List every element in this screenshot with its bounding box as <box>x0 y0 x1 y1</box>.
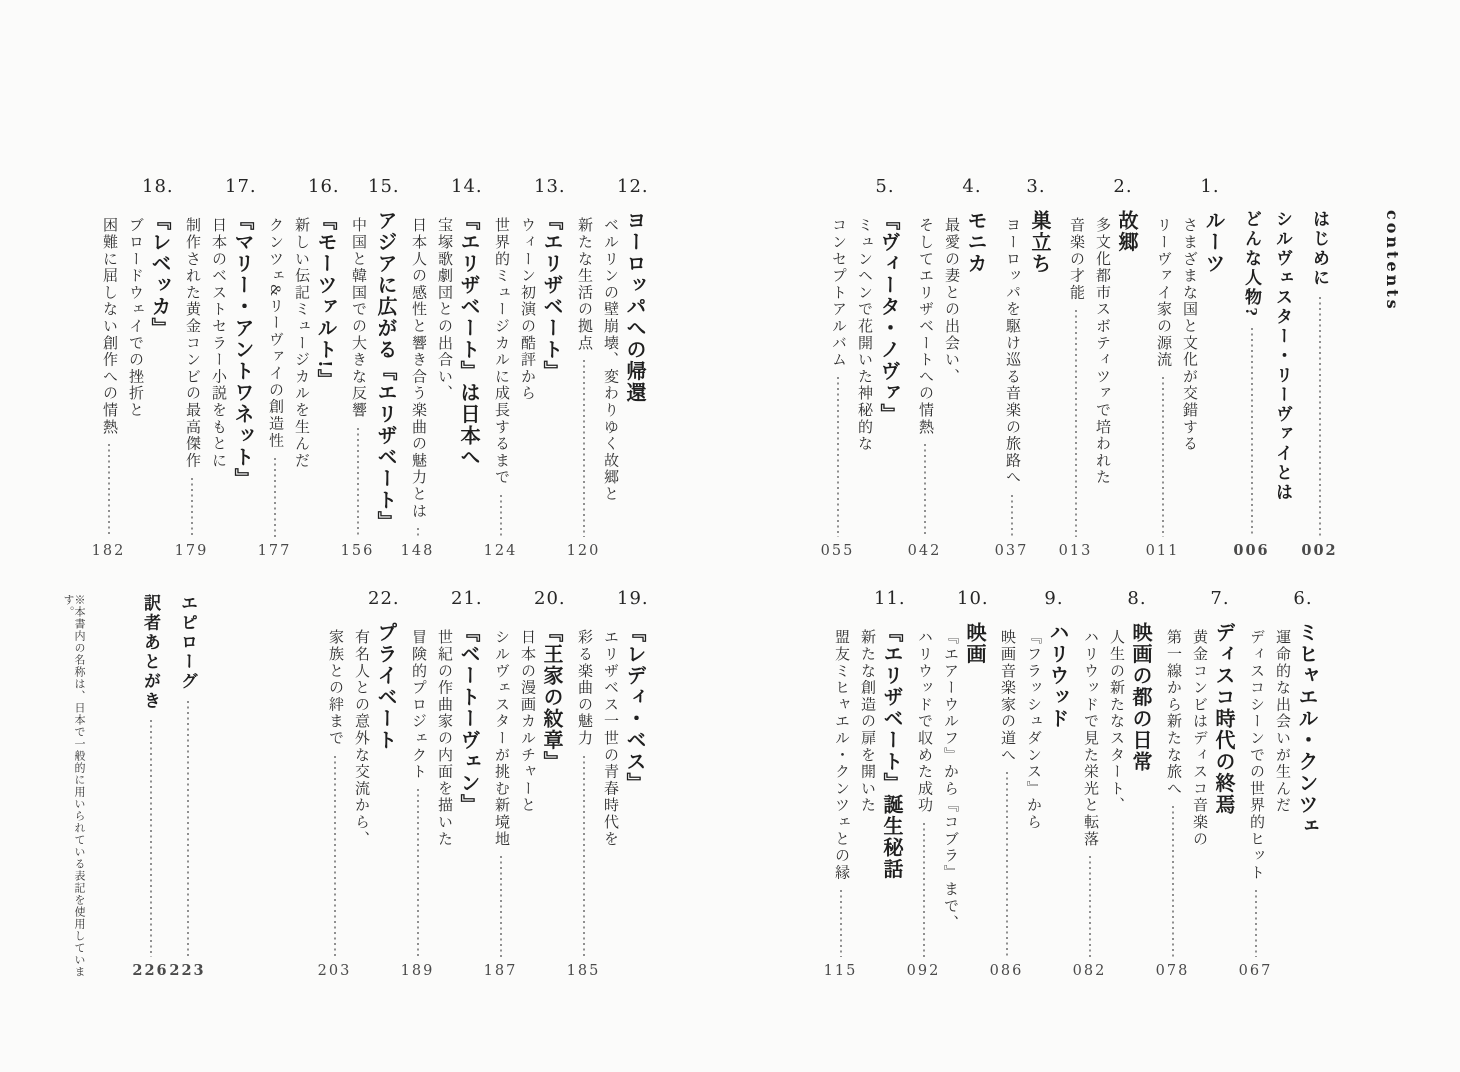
chapter-title-text: 故郷 <box>1115 210 1137 253</box>
chapter-subtitle <box>850 210 871 558</box>
chapter-subtitle <box>174 210 209 559</box>
chapter-subtitle <box>483 210 518 559</box>
chapter-title <box>453 210 478 558</box>
entry-title-line-text: 訳者あとがき <box>141 594 160 711</box>
toc-entry-chapter-20 <box>483 588 566 979</box>
chapter-subtitle <box>989 622 1024 979</box>
chapter-title <box>1024 210 1049 558</box>
entry-columns <box>1072 622 1151 979</box>
toc-entry-chapter-7 <box>1155 588 1234 979</box>
dotted-leader <box>837 377 839 536</box>
chapter-subtitle-text: 家族との絆まで <box>327 629 343 747</box>
dotted-leader <box>417 528 419 536</box>
chapter-title <box>1111 210 1136 558</box>
chapter-title <box>960 210 985 558</box>
chapter-subtitle-text: ミュンヘンで花開いた神秘的な <box>856 217 872 453</box>
toc-entry-hajimeni <box>1301 178 1338 559</box>
page-number: 006 <box>1233 541 1270 559</box>
toc-entry-chapter-4 <box>907 176 986 559</box>
dotted-leader <box>187 701 189 957</box>
chapter-title-text: 『ヴィータ・ノヴァ』 <box>877 210 899 425</box>
footnote <box>62 590 85 978</box>
chapter-subtitle-text: 困難に屈しない創作への情熱 <box>101 217 117 436</box>
dotted-leader <box>500 495 502 537</box>
chapter-subtitle <box>400 622 435 979</box>
chapter-title-text: 映画 <box>963 622 985 665</box>
chapter-title-text: ディスコ時代の終焉 <box>1212 622 1234 816</box>
toc-entry-chapter-10 <box>906 588 989 979</box>
chapter-title <box>873 210 898 558</box>
chapter-subtitle-text: ヨーロッパを駆け巡る音楽の旅路へ <box>1004 217 1020 486</box>
chapter-subtitle-text: 映画音楽家の道へ <box>999 629 1015 764</box>
chapter-subtitle-text: 世界的ミュージカルに成長するまで <box>493 217 509 486</box>
chapter-title <box>370 210 395 558</box>
entry-columns <box>820 210 899 559</box>
entry-title-line <box>1266 210 1291 558</box>
chapter-title <box>619 210 644 558</box>
dotted-leader <box>1089 856 1091 956</box>
dotted-leader <box>583 360 585 536</box>
chapter-title <box>453 622 478 978</box>
toc-entry-afterword <box>132 590 169 979</box>
entry-columns <box>1376 210 1400 558</box>
dotted-leader <box>1255 890 1257 957</box>
dotted-leader <box>357 428 359 537</box>
chapter-number: 6. <box>1293 588 1313 609</box>
chapter-number: 5. <box>875 176 895 197</box>
dotted-leader <box>417 789 419 956</box>
contents-title <box>1376 210 1400 558</box>
entry-title-line <box>1301 210 1338 559</box>
chapter-subtitle <box>483 622 518 979</box>
toc-entry-chapter-12 <box>566 176 649 559</box>
toc-section-bottom-left <box>62 588 649 979</box>
dotted-leader <box>274 458 276 537</box>
entry-columns <box>400 622 479 979</box>
chapter-subtitle-text: 彩る楽曲の魅力 <box>576 629 592 747</box>
toc-entry-chapter-8 <box>1072 588 1151 979</box>
chapter-subtitle <box>513 210 534 558</box>
entry-columns <box>257 210 336 559</box>
chapter-title <box>370 622 395 978</box>
dotted-leader <box>191 478 193 537</box>
entry-columns <box>566 210 645 559</box>
entry-columns <box>1145 210 1224 559</box>
page-number: 055 <box>820 542 855 559</box>
chapter-subtitle-text: ブロードウェイでの挫折と <box>127 217 143 419</box>
chapter-title-text: 『モーツァルト!』 <box>314 210 336 391</box>
toc-entry-intro <box>1233 178 1292 559</box>
chapter-title <box>310 210 335 558</box>
dotted-leader <box>1006 772 1008 956</box>
footnote-text-text: ※本書内の名称は、日本で一般的に用いられている表記を使用しています。 <box>62 594 85 978</box>
chapter-title <box>1125 622 1150 978</box>
toc-entry-chapter-21 <box>400 588 483 979</box>
entry-columns <box>400 210 479 559</box>
chapter-subtitle <box>1102 622 1123 978</box>
toc-section-top-left <box>91 176 649 559</box>
entry-title-line <box>132 594 169 979</box>
chapter-subtitle-text: 世紀の作曲家の内面を描いた <box>436 629 452 848</box>
contents-label <box>1376 178 1400 558</box>
page-number: 037 <box>994 542 1029 559</box>
chapter-title <box>876 622 901 978</box>
dotted-leader <box>1075 310 1077 537</box>
toc-entry-chapter-1 <box>1145 176 1224 559</box>
chapter-subtitle <box>430 210 451 558</box>
chapter-subtitle-text: 日本のベストセラー小説をもとに <box>210 217 226 469</box>
entry-columns <box>994 210 1050 559</box>
chapter-subtitle <box>1175 210 1196 558</box>
dotted-leader <box>108 444 110 536</box>
dotted-leader <box>1319 297 1321 537</box>
dotted-leader <box>1172 806 1174 957</box>
entry-title-line <box>169 594 206 979</box>
chapter-subtitle <box>1058 210 1093 559</box>
entry-columns <box>483 622 562 979</box>
chapter-subtitle-text: 盟友ミヒャエル・クンツェとの縁 <box>833 629 849 881</box>
chapter-subtitle <box>566 210 601 559</box>
chapter-subtitle-text: ハリウッドで収めた成功 <box>916 629 932 814</box>
chapter-title <box>1198 210 1223 558</box>
entry-title-line-text: どんな人物? <box>1242 210 1261 319</box>
chapter-title <box>1291 622 1316 978</box>
chapter-subtitle <box>936 622 957 978</box>
chapter-subtitle <box>287 210 308 558</box>
chapter-subtitle-text: エリザベス一世の青春時代を <box>602 629 618 848</box>
chapter-number: 17. <box>225 176 257 197</box>
chapter-subtitle <box>1155 622 1190 979</box>
chapter-subtitle <box>340 210 375 559</box>
chapter-number: 15. <box>368 176 400 197</box>
chapter-subtitle-text: ディスコシーンでの世界的ヒット <box>1248 629 1264 881</box>
page-number: 002 <box>1301 541 1338 559</box>
page-number: 185 <box>566 962 601 979</box>
chapter-number: 8. <box>1127 588 1147 609</box>
chapter-title-text: 巣立ち <box>1028 210 1050 275</box>
page-number: 177 <box>257 542 292 559</box>
toc-entry-chapter-13 <box>483 176 566 559</box>
chapter-subtitle <box>257 210 292 559</box>
dotted-leader <box>924 444 926 536</box>
chapter-subtitle-text: 宝塚歌劇団との出合い、 <box>436 217 452 402</box>
chapter-number: 9. <box>1044 588 1064 609</box>
chapter-number: 19. <box>617 588 649 609</box>
chapter-title-text: 映画の都の日常 <box>1129 622 1151 773</box>
page-number: 082 <box>1072 962 1107 979</box>
chapter-title-text: 『エリザベート』誕生秘話 <box>880 622 902 880</box>
entry-columns <box>566 622 645 979</box>
page-number: 226 <box>132 961 169 979</box>
chapter-subtitle <box>1019 622 1040 978</box>
entry-title-line-text: シルヴェスター・リーヴァイとは <box>1273 210 1292 503</box>
chapter-subtitle <box>596 210 617 558</box>
page-number: 148 <box>400 542 435 559</box>
contents-title-text: contents <box>1383 210 1402 312</box>
chapter-subtitle <box>121 210 142 558</box>
entry-columns <box>174 210 253 559</box>
dotted-leader <box>923 823 925 957</box>
chapter-subtitle-text: 新たな生活の拠点 <box>576 217 592 352</box>
toc-entry-chapter-5 <box>820 176 899 559</box>
chapter-subtitle <box>596 622 617 978</box>
dotted-leader <box>840 890 842 957</box>
chapter-subtitle-text: 『エアーウルフ』から『コブラ』まで、 <box>942 629 958 932</box>
chapter-number: 7. <box>1210 588 1230 609</box>
entry-columns <box>91 210 170 559</box>
chapter-title <box>1042 622 1067 978</box>
dotted-leader <box>334 756 336 957</box>
chapter-subtitle <box>994 210 1029 559</box>
chapter-subtitle <box>937 210 958 558</box>
toc-entry-chapter-9 <box>989 588 1068 979</box>
dotted-leader <box>500 856 502 956</box>
chapter-subtitle <box>853 622 874 978</box>
chapter-number: 10. <box>957 588 989 609</box>
chapter-subtitle-text: 有名人との意外な交流から、 <box>353 629 369 848</box>
page-number: 042 <box>907 542 942 559</box>
chapter-number: 4. <box>962 176 982 197</box>
chapter-title-text: 『ベートーヴェン』 <box>457 622 479 816</box>
toc-entry-chapter-16 <box>257 176 340 559</box>
spacer <box>96 590 126 978</box>
page-number: 013 <box>1058 542 1093 559</box>
toc-entry-chapter-3 <box>994 176 1050 559</box>
spacer <box>212 590 312 978</box>
toc-entry-chapter-14 <box>400 176 483 559</box>
entry-columns <box>1301 210 1338 559</box>
page-number: 086 <box>989 962 1024 979</box>
toc-entry-chapter-19 <box>566 588 649 979</box>
chapter-subtitle-text: ウィーン初演の酷評から <box>519 217 535 402</box>
chapter-subtitle <box>1088 210 1109 558</box>
chapter-subtitle-text: 音楽の才能 <box>1068 217 1084 301</box>
chapter-title-text: 『エリザベート』は日本へ <box>457 210 479 468</box>
chapter-subtitle <box>820 210 855 559</box>
chapter-number: 18. <box>142 176 174 197</box>
chapter-title <box>536 210 561 558</box>
chapter-subtitle <box>400 210 435 559</box>
toc-entry-epilogue <box>169 590 206 979</box>
entry-columns <box>906 622 985 979</box>
chapter-subtitle-text: 黄金コンビはディスコ音楽の <box>1191 629 1207 848</box>
chapter-number: 11. <box>874 588 906 609</box>
chapter-subtitle-text: さまざまな国と文化が交錯する <box>1181 217 1197 453</box>
chapter-title-text: 『レベッカ』 <box>148 210 170 339</box>
page-number: 067 <box>1238 962 1273 979</box>
dotted-leader <box>150 720 152 957</box>
entry-columns <box>483 210 562 559</box>
toc-entry-chapter-6 <box>1238 588 1317 979</box>
chapter-subtitle <box>906 622 941 979</box>
chapter-subtitle-text: ハリウッドで見た栄光と転落 <box>1082 629 1098 848</box>
dotted-leader <box>1011 495 1013 537</box>
chapter-title <box>536 622 561 978</box>
chapter-number: 21. <box>451 588 483 609</box>
chapter-title <box>144 210 169 558</box>
chapter-number: 3. <box>1026 176 1046 197</box>
dotted-leader <box>1251 328 1253 537</box>
toc-entry-chapter-22 <box>317 588 400 979</box>
chapter-subtitle-text: 人生の新たなスタート、 <box>1108 629 1124 814</box>
entry-columns <box>907 210 986 559</box>
entry-columns <box>340 210 396 559</box>
chapter-subtitle-text: 第一線から新たな旅へ <box>1165 629 1181 797</box>
chapter-subtitle-text: コンセプトアルバム <box>830 217 846 369</box>
chapter-title-text: ヨーロッパへの帰還 <box>623 210 645 404</box>
entry-title-line-text: エピローグ <box>178 594 197 692</box>
entry-columns <box>1238 622 1317 979</box>
page-number: 120 <box>566 542 601 559</box>
toc-section-top-right <box>820 176 1402 559</box>
chapter-subtitle <box>204 210 225 558</box>
chapter-subtitle-text: ベルリンの壁崩壊、変わりゆく故郷と <box>602 217 618 503</box>
page-number: 092 <box>906 962 941 979</box>
chapter-number: 16. <box>308 176 340 197</box>
chapter-title <box>227 210 252 558</box>
entry-columns <box>317 622 396 979</box>
toc-entry-chapter-11 <box>823 588 906 979</box>
chapter-subtitle <box>430 622 451 978</box>
chapter-title-text: ハリウッド <box>1046 622 1068 730</box>
chapter-subtitle <box>907 210 942 559</box>
chapter-subtitle-text: 制作された黄金コンビの最高傑作 <box>184 217 200 469</box>
chapter-subtitle <box>1072 622 1107 979</box>
chapter-subtitle-text: シルヴェスターが挑む新境地 <box>493 629 509 848</box>
chapter-subtitle <box>317 622 352 979</box>
chapter-title-text: ルーツ <box>1202 210 1224 275</box>
page-number: 124 <box>483 542 518 559</box>
entry-columns <box>132 594 169 979</box>
chapter-number: 20. <box>534 588 566 609</box>
chapter-title-text: 『エリザベート』 <box>540 210 562 382</box>
chapter-number: 12. <box>617 176 649 197</box>
chapter-number: 1. <box>1200 176 1220 197</box>
entry-title-line-text: はじめに <box>1310 210 1329 288</box>
chapter-number: 22. <box>368 588 400 609</box>
chapter-subtitle <box>513 622 534 978</box>
entry-columns <box>1155 622 1234 979</box>
chapter-title-text: 『王家の紋章』 <box>540 622 562 773</box>
entry-columns <box>823 622 902 979</box>
chapter-title-text: 『レディ・ベス』 <box>623 622 645 794</box>
chapter-subtitle <box>823 622 858 979</box>
dotted-leader <box>583 756 585 957</box>
entry-title-line <box>1233 210 1270 559</box>
page-number: 115 <box>823 962 858 979</box>
chapter-subtitle-text: 新しい伝記ミュージカルを生んだ <box>293 217 309 469</box>
chapter-subtitle <box>566 622 601 979</box>
page-number: 179 <box>174 542 209 559</box>
entry-columns <box>1233 210 1292 559</box>
chapter-number: 13. <box>534 176 566 197</box>
chapter-subtitle <box>1145 210 1180 559</box>
entry-columns <box>62 594 85 978</box>
page-number: 223 <box>169 961 206 979</box>
chapter-subtitle-text: 冒険的プロジェクト <box>410 629 426 781</box>
chapter-title <box>959 622 984 978</box>
chapter-subtitle-text: 新たな創造の扉を開いた <box>859 629 875 814</box>
chapter-subtitle-text: 最愛の妻との出会い、 <box>943 217 959 385</box>
chapter-subtitle-text: リーヴァイ家の源流 <box>1155 217 1171 369</box>
chapter-number: 2. <box>1113 176 1133 197</box>
chapter-subtitle-text: クンツェ&リーヴァイの創造性 <box>267 217 283 449</box>
page-number: 182 <box>91 542 126 559</box>
page-number: 189 <box>400 962 435 979</box>
page-number: 156 <box>340 542 375 559</box>
toc-section-bottom-right <box>823 588 1317 979</box>
toc-entry-chapter-2 <box>1058 176 1137 559</box>
entry-columns <box>1058 210 1137 559</box>
chapter-title-text: アジアに広がる『エリザベート』 <box>374 210 396 533</box>
chapter-title-text: プライベート <box>374 622 396 751</box>
chapter-title <box>1208 622 1233 978</box>
page-number: 187 <box>483 962 518 979</box>
chapter-subtitle-text: そしてエリザベートへの情熱 <box>917 217 933 436</box>
footnote-text <box>62 594 85 978</box>
toc-entry-chapter-15 <box>340 176 400 559</box>
chapter-subtitle-text: 『フラッシュダンス』から <box>1025 629 1041 831</box>
toc-entry-chapter-17 <box>174 176 257 559</box>
chapter-subtitle-text: 日本の漫画カルチャーと <box>519 629 535 814</box>
chapter-subtitle-text: 中国と韓国での大きな反響 <box>350 217 366 419</box>
chapter-title-text: ミヒャエル・クンツェ <box>1295 622 1317 837</box>
chapter-subtitle-text: 多文化都市スボティツァで培われた <box>1094 217 1110 486</box>
chapter-title-text: 『マリー・アントワネット』 <box>231 210 253 490</box>
chapter-subtitle <box>347 622 368 978</box>
page-number: 011 <box>1145 542 1180 559</box>
dotted-leader <box>1162 377 1164 536</box>
page-number: 203 <box>317 962 352 979</box>
entry-columns <box>989 622 1068 979</box>
chapter-subtitle <box>1238 622 1273 979</box>
chapter-subtitle-text: 運命的な出会いが生んだ <box>1274 629 1290 814</box>
toc-entry-chapter-18 <box>91 176 174 559</box>
chapter-subtitle <box>91 210 126 559</box>
chapter-title <box>619 622 644 978</box>
entry-columns <box>169 594 206 979</box>
chapter-title-text: モニカ <box>964 210 986 275</box>
page-number: 078 <box>1155 962 1190 979</box>
chapter-number: 14. <box>451 176 483 197</box>
chapter-subtitle <box>1185 622 1206 978</box>
chapter-subtitle-text: 日本人の感性と響き合う楽曲の魅力とは <box>410 217 426 520</box>
chapter-subtitle <box>1268 622 1289 978</box>
